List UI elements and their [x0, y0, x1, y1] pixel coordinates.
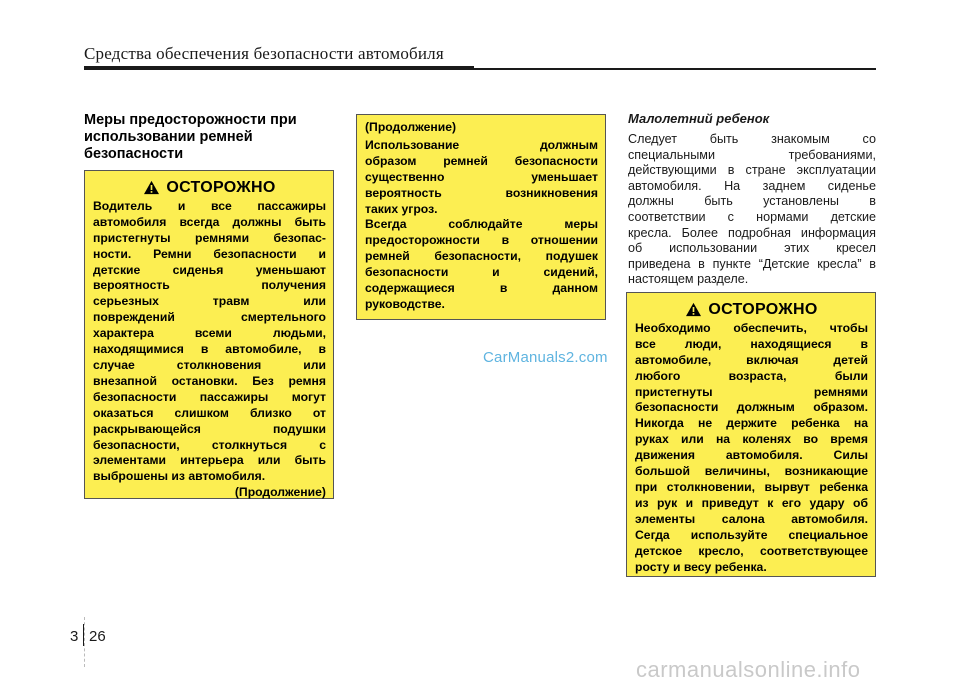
text-line: оказаться слишком близко от: [93, 405, 326, 420]
text-line: пристегнуты ремнями безопас-: [93, 230, 326, 245]
warning-text: [635, 321, 868, 576]
heading-line: использовании ремней: [84, 129, 253, 145]
text-line: Никогда не держите ребенка на: [635, 416, 868, 431]
text-line: серьезных травм или: [93, 294, 326, 309]
warning-text: [93, 199, 326, 485]
text-line: Всегда соблюдайте меры: [365, 217, 598, 232]
text-line: безопасности пассажиры могут: [93, 389, 326, 404]
text-line: ремней безопасности, подушек: [365, 249, 598, 264]
text-line: вероятность получения: [93, 278, 326, 293]
warning-title: ОСТОРОЖНО: [166, 179, 276, 196]
header-rule-thick: [84, 66, 474, 70]
page-header-title: Средства обеспечения безопасности автомобиля: [84, 44, 444, 63]
text-line: находящимися в автомобиле, в: [93, 342, 326, 357]
footer-site-text: carmanualsonline.info: [636, 657, 861, 682]
text-line: руководстве.: [365, 296, 445, 311]
body-paragraph: [628, 132, 876, 288]
text-line: движения автомобиля. Силы: [635, 448, 868, 463]
text-line: элементы салона автомобиля.: [635, 511, 868, 526]
section-heading: [84, 112, 334, 163]
text-line: росту и весу ребенка.: [635, 559, 767, 574]
watermark-text: CarManuals2.com: [483, 349, 608, 366]
text-line: образом ремней безопасности: [365, 153, 598, 168]
text-line: должны быть установлены в: [628, 194, 876, 209]
continued-label: (Продолжение): [234, 485, 326, 500]
text-line: безопасности, столкнуться с: [93, 437, 326, 452]
text-line: все люди, находящиеся в: [635, 336, 868, 351]
warning-header: [635, 302, 868, 318]
text-line: кресла. Более подробная информация: [628, 225, 876, 240]
warning-box-child: [626, 292, 876, 577]
text-line: действующими в стране эксплуатации: [628, 163, 876, 178]
header-rule-thin: [474, 68, 876, 70]
heading-line: Меры предосторожности при: [84, 112, 297, 128]
warning-box-seatbelts: [84, 170, 334, 499]
text-line: вероятность возникновения: [365, 185, 598, 200]
text-line: элементами интерьера или быть: [93, 453, 326, 468]
heading-line: безопасности: [84, 146, 184, 162]
text-line: случае столкновения или: [93, 357, 326, 372]
text-line: пристегнуты ремнями: [635, 384, 868, 399]
text-line: специальными требованиями,: [628, 147, 876, 162]
text-line: автомобиле, включая детей: [635, 352, 868, 367]
text-line: большой величины, возникающие: [635, 464, 868, 479]
text-line: соответствии с нормами детские: [628, 209, 876, 224]
text-line: детское кресло, соответствующее: [635, 543, 868, 558]
text-line: содержащиеся в данном: [365, 281, 598, 296]
text-line: Сегда используйте специальное: [635, 527, 868, 542]
text-line: детские сиденья уменьшают: [93, 262, 326, 277]
subheading-child: Малолетний ребенок: [628, 111, 770, 126]
text-line: внезапной остановки. Без ремня: [93, 373, 326, 388]
warning-title: ОСТОРОЖНО: [708, 301, 818, 318]
text-line: руках или на коленях во время: [635, 432, 868, 447]
text-line: об использовании этих кресел: [628, 241, 876, 256]
text-line: Использование должным: [365, 137, 598, 152]
text-line: автомобиля. На заднем сиденье: [628, 178, 876, 193]
text-line: таких угроз.: [365, 201, 438, 216]
text-line: ности. Ремни безопасности и: [93, 246, 326, 261]
text-line: из рук и приведут к его удару об: [635, 495, 868, 510]
text-line: существенно уменьшает: [365, 169, 598, 184]
text-line: характера всеми людьми,: [93, 326, 326, 341]
text-line: раскрывающейся подушки: [93, 421, 326, 436]
text-line: настоящем разделе.: [628, 272, 749, 287]
text-line: Следует быть знакомым со: [628, 132, 876, 146]
warning-triangle-icon: [685, 302, 702, 317]
text-line: безопасности и сидений,: [365, 265, 598, 280]
footer-dashed-rule: [84, 617, 86, 667]
warning-triangle-icon: [143, 180, 160, 195]
chapter-number: 3: [70, 628, 79, 645]
text-line: приведена в пункте “Детские кресла” в: [628, 256, 876, 271]
continued-heading: (Продолжение): [365, 120, 457, 134]
text-line: Водитель и все пассажиры: [93, 198, 326, 213]
warning-box-continued: [356, 114, 606, 320]
page-number: 26: [89, 628, 106, 645]
text-line: безопасности должным образом.: [635, 400, 868, 415]
warning-header: [93, 180, 326, 196]
text-line: предосторожности в отношении: [365, 233, 598, 248]
text-line: Необходимо обеспечить, чтобы: [635, 320, 868, 335]
text-line: повреждений смертельного: [93, 310, 326, 325]
text-line: любого возраста, были: [635, 368, 868, 383]
text-line: выброшены из автомобиля.: [93, 469, 266, 484]
text-line: при столкновении, вырвут ребенка: [635, 479, 868, 494]
warning-text: [365, 138, 598, 313]
page-number-separator: [83, 624, 84, 646]
text-line: автомобиля всегда должны быть: [93, 214, 326, 229]
